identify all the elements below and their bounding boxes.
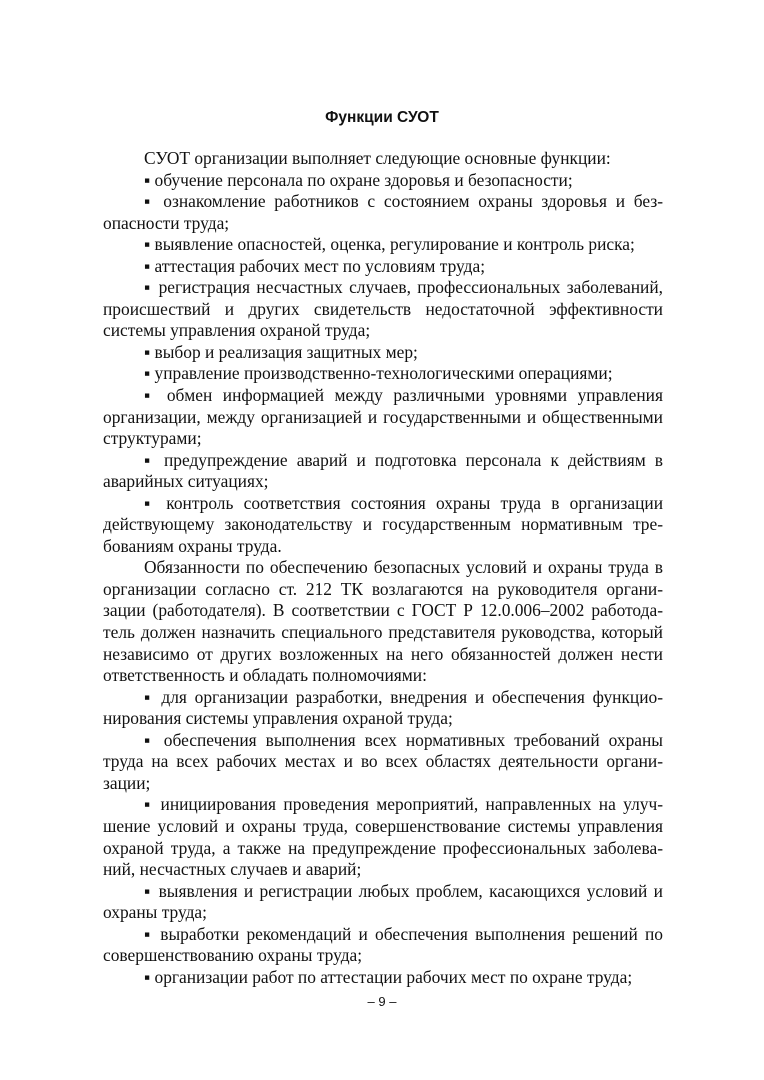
list-item: ▪ управление производственно-технологическими операциями; <box>144 363 613 384</box>
body-text <box>103 148 663 988</box>
list-item: ▪ выявления и регистрации любых проблем, касающихся условий и охраны труда; <box>103 880 663 923</box>
page-title: Функции СУОТ <box>325 109 439 126</box>
list-item: ▪ ознакомление работников с состоянием охраны здоровья и безопасности труда; <box>103 191 663 233</box>
list-item: ▪ выбор и реализация защитных мер; <box>144 341 418 362</box>
list-item: ▪ обеспечения выполнения всех нормативных требований охраны труда на всех рабочих местах и во всех областях деятельности организации; <box>103 729 663 793</box>
list-item: ▪ инициирования проведения мероприятий, направленных на улучшение условий и охраны труда, совершенствование системы управления охраной труда, а также на предупреждение профессиональных заболеваний, несчастных случаев и аварий; <box>103 794 663 880</box>
list-item: ▪ для организации разработки, внедрения и обеспечения функционирования системы управления охраной труда; <box>103 686 663 729</box>
list-item: ▪ регистрация несчастных случаев, профессиональных заболеваний, происшествий и других свидетельств недостаточной эффективности системы управления охраной труда; <box>103 277 663 341</box>
paragraph: СУОТ организации выполняет следующие основные функции: <box>144 148 611 168</box>
list-item: ▪ аттестация рабочих мест по условиям труда; <box>144 255 486 276</box>
list-item: ▪ организации работ по аттестации рабочих мест по охране труда; <box>144 966 633 987</box>
list-item: ▪ выработки рекомендаций и обеспечения выполнения решений по совершенствованию охраны труда; <box>103 923 663 966</box>
list-item: ▪ обмен информацией между различными уровнями управления организации, между организацией и государственными и общественными структурами; <box>103 385 663 449</box>
list-item: ▪ обучение персонала по охране здоровья и безопасности; <box>144 169 573 190</box>
list-item: ▪ выявление опасностей, оценка, регулирование и контроль риска; <box>144 234 635 255</box>
list-item: ▪ предупреждение аварий и подготовка персонала к действиям в аварийных ситуациях; <box>103 449 663 492</box>
paragraph: Обязанности по обеспечению безопасных условий и охраны труда в организации согласно ст. 212 ТК возлагаются на руководителя организации (работодателя). В соответствии с ГОСТ Р 12.0.006–2002 работодатель должен назначить специального представителя руководства, который независимо от других возложенных на него обязанностей должен нести ответственность и обладать полномочиями: <box>103 557 663 686</box>
list-item: ▪ контроль соответствия состояния охраны труда в организации действующему законодательству и государственным нормативным требованиям охраны труда. <box>103 492 663 556</box>
page-number: – 9 – <box>367 994 397 1009</box>
